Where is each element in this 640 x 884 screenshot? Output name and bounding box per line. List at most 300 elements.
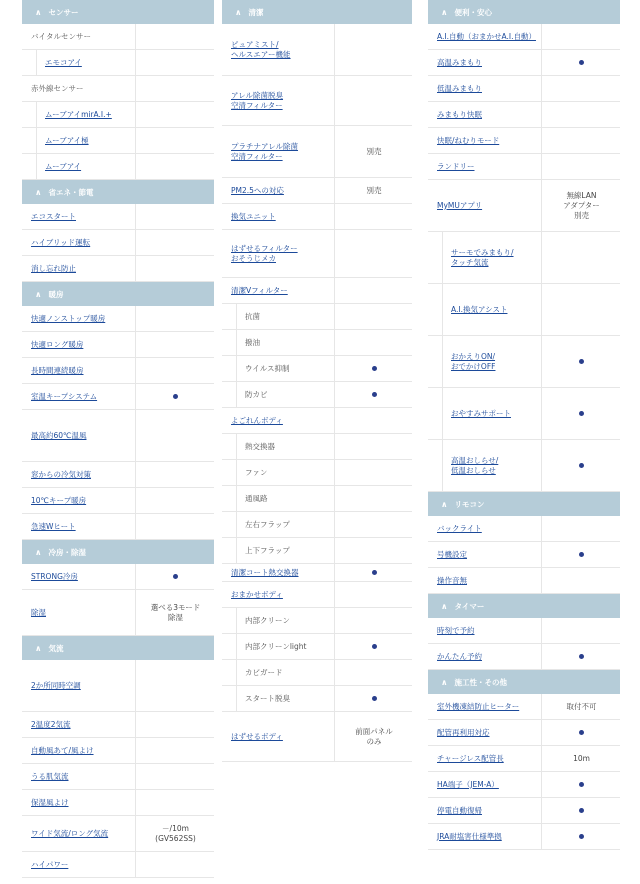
spec-row [222, 486, 412, 512]
spec-row [428, 232, 620, 284]
section-header[interactable] [22, 282, 214, 306]
supported-dot-icon [579, 730, 584, 735]
spec-row [22, 230, 214, 256]
feature-link[interactable]: アレル除菌脱臭 空清フィルター [231, 90, 284, 110]
feature-label: カビガード [245, 667, 283, 677]
value-cell [334, 712, 413, 761]
spec-row [22, 204, 214, 230]
feature-link[interactable]: エコスタート [31, 211, 76, 221]
value-cell [135, 230, 215, 255]
feature-link[interactable]: ハイブリッド運転 [31, 237, 91, 247]
value-cell [541, 50, 621, 75]
value-cell [334, 434, 413, 459]
value-cell [334, 634, 413, 659]
spec-row [22, 410, 214, 462]
value-text: 取付不可 [566, 701, 597, 711]
feature-cell [222, 126, 334, 177]
feature-link[interactable]: よごれんボディ [231, 415, 283, 425]
spec-row [22, 738, 214, 764]
feature-label: 通風路 [245, 493, 268, 503]
feature-label: スタート脱臭 [245, 693, 290, 703]
supported-dot-icon [173, 574, 178, 579]
value-cell [135, 410, 215, 461]
value-cell [334, 460, 413, 485]
feature-link[interactable]: プラチナアレル除菌 空清フィルター [231, 141, 299, 161]
spec-row [22, 462, 214, 488]
feature-link[interactable]: A.I.換気アシスト [451, 304, 508, 314]
feature-link[interactable]: ハイパワー [31, 859, 69, 869]
value-cell [135, 76, 215, 101]
spec-row [222, 608, 412, 634]
value-cell [541, 388, 621, 439]
spec-row [22, 154, 214, 180]
section-header[interactable] [428, 670, 620, 694]
feature-link[interactable]: ムーブアイ [45, 161, 82, 171]
feature-cell [22, 462, 135, 487]
spec-row [22, 852, 214, 878]
value-cell [334, 408, 413, 433]
spec-row [22, 128, 214, 154]
value-cell [135, 256, 215, 281]
feature-link[interactable]: かんたん予約 [437, 651, 482, 661]
feature-label: 内部クリーン [245, 615, 290, 625]
value-text: 別売 [366, 146, 382, 156]
feature-cell [22, 358, 135, 383]
feature-link[interactable]: 長時間連続暖房 [31, 365, 84, 375]
feature-label: ファン [245, 467, 268, 477]
supported-dot-icon [579, 411, 584, 416]
value-cell [135, 384, 215, 409]
spec-row [22, 660, 214, 712]
feature-link[interactable]: 室外機凍結防止ヒーター [437, 701, 520, 711]
value-cell [541, 232, 621, 283]
value-cell [135, 128, 215, 153]
spec-row [428, 284, 620, 336]
feature-cell [236, 608, 334, 633]
value-cell [334, 512, 413, 537]
feature-cell [22, 590, 135, 635]
spec-row [222, 434, 412, 460]
chevron-up-icon: ∧ [35, 7, 42, 17]
feature-cell [36, 102, 135, 127]
supported-dot-icon [579, 60, 584, 65]
feature-cell [222, 582, 334, 607]
chevron-up-icon: ∧ [235, 7, 242, 17]
supported-dot-icon [372, 696, 377, 701]
feature-cell [236, 356, 334, 381]
spec-row [428, 336, 620, 388]
value-cell [334, 24, 413, 75]
feature-cell [236, 686, 334, 711]
value-cell [135, 50, 215, 75]
value-cell [135, 816, 215, 851]
feature-link[interactable]: A.I.自動（おまかせA.I.自動） [437, 31, 536, 41]
value-cell [541, 24, 621, 49]
feature-cell [236, 434, 334, 459]
value-cell [541, 128, 621, 153]
value-cell [135, 790, 215, 815]
feature-link[interactable]: 窓からの冷気対策 [31, 469, 91, 479]
feature-label: バイタルセンサー [31, 31, 91, 41]
section-title: 気流 [48, 643, 64, 653]
spec-row [222, 582, 412, 608]
value-cell [135, 738, 215, 763]
spec-row [222, 278, 412, 304]
feature-cell [236, 486, 334, 511]
supported-dot-icon [579, 782, 584, 787]
value-cell [541, 336, 621, 387]
spec-row [222, 76, 412, 126]
chevron-up-icon: ∧ [441, 677, 448, 687]
section-title: 冷房・除湿 [48, 547, 86, 557]
feature-cell [22, 738, 135, 763]
feature-link[interactable]: HA端子（JEM-A） [437, 779, 499, 789]
value-cell [334, 608, 413, 633]
spec-row [22, 816, 214, 852]
feature-cell [428, 154, 541, 179]
spec-row [428, 154, 620, 180]
feature-cell [22, 852, 135, 877]
value-cell [334, 486, 413, 511]
value-cell [135, 204, 215, 229]
feature-cell [222, 76, 334, 125]
feature-cell [222, 230, 334, 277]
feature-cell [428, 720, 541, 745]
spec-row [428, 102, 620, 128]
feature-cell [22, 660, 135, 711]
feature-cell [222, 564, 334, 581]
spec-row [22, 790, 214, 816]
feature-link[interactable]: バックライト [437, 523, 482, 533]
chevron-up-icon: ∧ [441, 499, 448, 509]
spec-row [428, 746, 620, 772]
section-title: 省エネ・節電 [48, 187, 94, 197]
feature-cell [222, 24, 334, 75]
section-header[interactable] [22, 0, 214, 24]
feature-link[interactable]: 清潔コート熱交換器 [231, 567, 299, 577]
value-cell [541, 694, 621, 719]
spec-row [428, 440, 620, 492]
feature-link[interactable]: 快適ノンストップ暖房 [31, 313, 106, 323]
feature-cell [22, 76, 135, 101]
value-cell [334, 204, 413, 229]
feature-link[interactable]: 室温キープシステム [31, 391, 98, 401]
value-cell [135, 564, 215, 589]
feature-link[interactable]: 停電自動復帰 [437, 805, 482, 815]
value-cell [334, 564, 413, 581]
chevron-up-icon: ∧ [35, 289, 42, 299]
spec-row [428, 180, 620, 232]
section-header[interactable] [428, 0, 620, 24]
feature-link[interactable]: 消し忘れ防止 [31, 263, 76, 273]
value-cell [541, 644, 621, 669]
spec-row [222, 660, 412, 686]
feature-link[interactable]: 急速Wヒート [31, 521, 76, 531]
spec-row [22, 358, 214, 384]
spec-row [222, 564, 412, 582]
feature-link[interactable]: おかえりON/ おでかけOFF [451, 351, 496, 371]
feature-cell [22, 564, 135, 589]
feature-link[interactable]: 保湿風よけ [31, 797, 69, 807]
feature-link[interactable]: 号機設定 [437, 549, 467, 559]
value-cell [334, 582, 413, 607]
feature-cell [222, 204, 334, 229]
feature-link[interactable]: おやすみサポート [451, 408, 511, 418]
spec-row [222, 126, 412, 178]
feature-cell [36, 50, 135, 75]
value-cell [541, 720, 621, 745]
feature-link[interactable]: 2温度2気流 [31, 719, 71, 729]
spec-row [428, 824, 620, 850]
value-text: 無線LAN アダプター 別売 [563, 190, 600, 220]
spec-row [428, 798, 620, 824]
feature-label: 撥油 [245, 337, 260, 347]
spec-column-3 [428, 0, 620, 850]
spec-row [428, 388, 620, 440]
spec-row [222, 408, 412, 434]
spec-row [22, 488, 214, 514]
feature-link[interactable]: チャージレス配管長 [437, 753, 504, 763]
feature-link[interactable]: 快眠/ねむりモード [437, 135, 500, 145]
section-title: センサー [48, 7, 79, 17]
spec-row [428, 542, 620, 568]
spec-row [22, 712, 214, 738]
feature-cell [428, 694, 541, 719]
feature-label: 左右フラップ [245, 519, 290, 529]
section-title: 便利・安心 [454, 7, 492, 17]
feature-cell [22, 24, 135, 49]
feature-cell [428, 568, 541, 593]
spec-row [22, 384, 214, 410]
spec-row [222, 230, 412, 278]
feature-cell [442, 336, 541, 387]
section-header[interactable] [22, 180, 214, 204]
feature-cell [22, 256, 135, 281]
feature-link[interactable]: 配管再利用対応 [437, 727, 490, 737]
spec-row [222, 512, 412, 538]
feature-link[interactable]: 高温おしらせ/ 低温おしらせ [451, 455, 499, 475]
supported-dot-icon [372, 366, 377, 371]
feature-link[interactable]: 高温みまもり [437, 57, 482, 67]
section-header[interactable] [22, 636, 214, 660]
section-title: 施工性・その他 [454, 677, 507, 687]
value-cell [334, 660, 413, 685]
feature-label: 熱交換器 [245, 441, 275, 451]
feature-cell [428, 102, 541, 127]
feature-cell [22, 332, 135, 357]
spec-row [428, 644, 620, 670]
spec-row [222, 382, 412, 408]
feature-link[interactable]: 最高約60℃温風 [31, 430, 87, 440]
feature-cell [222, 408, 334, 433]
feature-cell [236, 634, 334, 659]
feature-cell [428, 516, 541, 541]
spec-row [222, 712, 412, 762]
spec-row [222, 686, 412, 712]
feature-link[interactable]: ムーブアイmirA.I.+ [45, 109, 112, 119]
value-cell [334, 278, 413, 303]
section-header[interactable] [22, 540, 214, 564]
value-cell [135, 852, 215, 877]
feature-link[interactable]: 自動風あて/風よけ [31, 745, 94, 755]
feature-link[interactable]: 換気ユニット [231, 211, 276, 221]
value-cell [135, 24, 215, 49]
spec-row [222, 178, 412, 204]
feature-label: 赤外線センサー [31, 83, 84, 93]
spec-row [222, 204, 412, 230]
section-header[interactable] [428, 594, 620, 618]
spec-row [222, 356, 412, 382]
feature-link[interactable]: 操作音無 [437, 575, 467, 585]
spec-row [222, 330, 412, 356]
spec-row [428, 516, 620, 542]
value-cell [135, 764, 215, 789]
chevron-up-icon: ∧ [441, 7, 448, 17]
value-cell [135, 154, 215, 179]
feature-cell [22, 712, 135, 737]
value-cell [334, 686, 413, 711]
value-cell [334, 76, 413, 125]
chevron-up-icon: ∧ [35, 643, 42, 653]
feature-link[interactable]: うる肌気流 [31, 771, 69, 781]
value-cell [541, 440, 621, 491]
feature-cell [442, 388, 541, 439]
feature-link[interactable]: みまもり快眠 [437, 109, 482, 119]
value-cell [135, 660, 215, 711]
section-title: 清潔 [248, 7, 264, 17]
feature-link[interactable]: サーモでみまもり/ タッチ気流 [451, 247, 514, 267]
value-cell [135, 358, 215, 383]
feature-cell [22, 790, 135, 815]
spec-row [428, 128, 620, 154]
section-header[interactable] [222, 0, 412, 24]
feature-link[interactable]: ランドリー [437, 161, 475, 171]
feature-cell [222, 712, 334, 761]
feature-link[interactable]: 快適ロング暖房 [31, 339, 84, 349]
feature-cell [22, 514, 135, 539]
value-cell [135, 590, 215, 635]
value-cell [541, 76, 621, 101]
supported-dot-icon [579, 834, 584, 839]
feature-cell [428, 824, 541, 849]
feature-link[interactable]: ピュアミスト/ ヘルスエアー機能 [231, 39, 291, 59]
value-cell [135, 306, 215, 331]
feature-cell [428, 128, 541, 153]
feature-cell [428, 542, 541, 567]
supported-dot-icon [579, 808, 584, 813]
feature-cell [36, 128, 135, 153]
feature-link[interactable]: STRONG冷房 [31, 571, 78, 581]
spec-row [22, 256, 214, 282]
spec-row [222, 304, 412, 330]
value-cell [541, 618, 621, 643]
value-cell [135, 332, 215, 357]
section-title: 暖房 [48, 289, 64, 299]
value-cell [334, 356, 413, 381]
value-cell [541, 154, 621, 179]
spec-column-1 [22, 0, 214, 878]
feature-link[interactable]: 低温みまもり [437, 83, 482, 93]
feature-cell [428, 76, 541, 101]
feature-link[interactable]: 10℃キープ暖房 [31, 495, 87, 505]
feature-link[interactable]: おまかせボディ [231, 589, 283, 599]
spec-row [428, 720, 620, 746]
value-cell [541, 824, 621, 849]
spec-row [222, 634, 412, 660]
feature-link[interactable]: 時刻で予約 [437, 625, 475, 635]
feature-cell [22, 764, 135, 789]
feature-link[interactable]: ムーブアイ極 [45, 135, 89, 145]
spec-row [428, 50, 620, 76]
feature-cell [442, 284, 541, 335]
feature-link[interactable]: 除湿 [31, 607, 46, 617]
feature-cell [236, 330, 334, 355]
value-cell [135, 712, 215, 737]
feature-cell [22, 204, 135, 229]
value-cell [541, 746, 621, 771]
feature-link[interactable]: エモコアイ [45, 57, 82, 67]
spec-row [22, 50, 214, 76]
feature-cell [442, 440, 541, 491]
feature-cell [22, 230, 135, 255]
supported-dot-icon [372, 644, 377, 649]
spec-row [22, 332, 214, 358]
supported-dot-icon [579, 359, 584, 364]
spec-row [428, 76, 620, 102]
value-cell [541, 542, 621, 567]
feature-cell [428, 644, 541, 669]
feature-cell [236, 382, 334, 407]
spec-row [428, 772, 620, 798]
feature-cell [236, 460, 334, 485]
spec-row [22, 764, 214, 790]
feature-link[interactable]: MyMUアプリ [437, 200, 483, 210]
feature-link[interactable]: 2か所同時空調 [31, 680, 81, 690]
feature-cell [428, 746, 541, 771]
feature-link[interactable]: PM2.5への対応 [231, 185, 284, 195]
feature-link[interactable]: JRA耐塩害仕様準拠 [437, 831, 502, 841]
feature-cell [236, 538, 334, 563]
supported-dot-icon [372, 392, 377, 397]
feature-cell [236, 660, 334, 685]
feature-link[interactable]: ワイド気流/ロング気流 [31, 828, 109, 838]
spec-row [22, 76, 214, 102]
supported-dot-icon [579, 463, 584, 468]
supported-dot-icon [579, 654, 584, 659]
feature-cell [22, 410, 135, 461]
feature-cell [236, 304, 334, 329]
feature-cell [222, 178, 334, 203]
feature-link[interactable]: はずせるボディ [231, 731, 283, 741]
value-text: －/10m (GV562SS) [155, 823, 196, 843]
feature-cell [428, 50, 541, 75]
value-cell [541, 798, 621, 823]
feature-link[interactable]: 清潔Vフィルター [231, 285, 288, 295]
value-cell [334, 382, 413, 407]
chevron-up-icon: ∧ [35, 547, 42, 557]
section-header[interactable] [428, 492, 620, 516]
feature-cell [22, 384, 135, 409]
feature-cell [428, 772, 541, 797]
supported-dot-icon [372, 570, 377, 575]
feature-link[interactable]: はずせるフィルター おそうじメカ [231, 243, 298, 263]
spec-row [22, 590, 214, 636]
value-cell [334, 304, 413, 329]
value-cell [135, 102, 215, 127]
spec-column-2 [222, 0, 412, 762]
spec-row [428, 568, 620, 594]
feature-label: 上下フラップ [245, 545, 290, 555]
